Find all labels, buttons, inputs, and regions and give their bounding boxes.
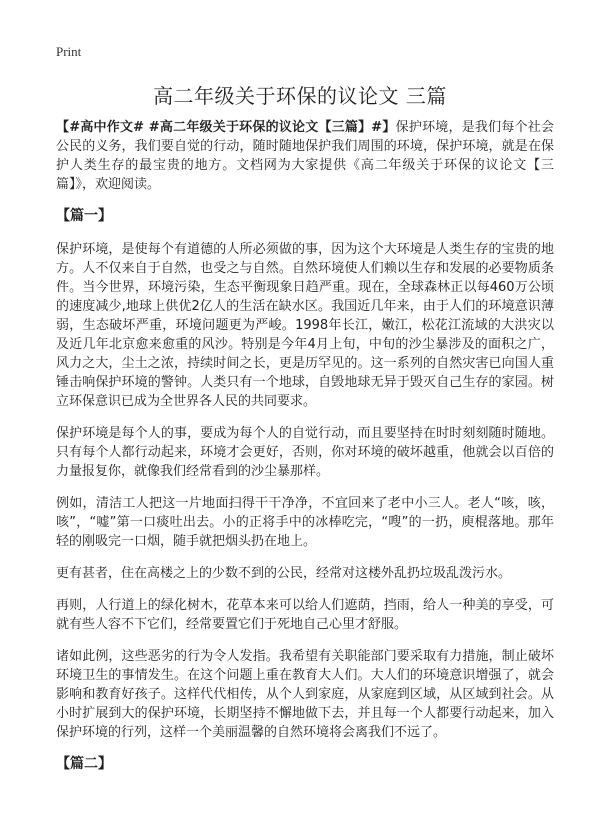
- print-label[interactable]: Print: [56, 44, 82, 59]
- document-title: 高二年级关于环保的议论文 三篇: [153, 84, 447, 108]
- intro-paragraph: [56, 118, 554, 194]
- paragraph: 诸如此例，这些恶劣的行为令人发指。我希望有关职能部门要采取有力措施，制止破坏环境卫生的事情发生。在这个问题上重在教育大人们。大人们的环境意识增强了，就会影响和教育好孩子。这样代代相传，从个人到家庭，从家庭到区域，从区域到社会。从小时扩展到大的保护环境，长期坚持不懈地做下去，并且每一个人都要行动起来，加入保护环境的行列，这样一个美丽温馨的自然环境将会离我们不远了。: [56, 649, 554, 740]
- paragraph: 再则，人行道上的绿化树木，花草本来可以给人们遮荫，挡雨，给人一种美的享受，可就有些人容不下它们，经常要置它们于死地自己心里才舒服。: [56, 598, 554, 632]
- intro-text: 保护环境，是我们每个社会公民的义务，我们要自觉的行动，随时随地保护我们周围的环境，保护环境，就是在保护人类生存的最宝贵的地方。文档网为大家提供《高二年级关于环保的议论文【三篇】》，欢迎阅读。: [56, 120, 554, 192]
- paragraph: 更有甚者，住在高楼之上的少数不到的公民，经常对这楼外乱扔垃圾乱泼污水。: [56, 566, 512, 581]
- intro-tag: 【#高中作文# #高二年级关于环保的议论文【三篇】#】: [56, 120, 396, 135]
- paragraph: 保护环境，是使每个有道德的人所必须做的事，因为这个大环境是人类生存的宝贵的地方。人不仅来自于自然，也受之与自然。自然环境使人们赖以生存和发展的必要物质条件。当今世界，环境污染，生态平衡现象日趋严重。现在，全球森林正以每460万公顷的速度减少,地球上供优2亿人的生活在缺水区。我国近几年来，由于人们的环境意识薄弱，生态破坏严重，环境问题更为严峻。1998年长江，嫩江，松花江流域的大洪灾以及近几年北京愈来愈重的风沙。特别是今年4月上旬，中旬的沙尘暴涉及的面积之广，风力之大，尘土之浓，持续时间之长，更是历罕见的。这一系列的自然灾害已向国人重锤击响保护环境的警钟。人类只有一个地球，自毁地球无异于毁灭自己生存的家园。树立环保意识已成为全世界各人民的共同要求。: [56, 242, 554, 409]
- section-heading-1: 【篇一】: [56, 208, 112, 224]
- paragraph: 例如，清洁工人把这一片地面扫得干干净净，不宜回来了老中小三人。老人“咳，咳，咳”，“嘘”第一口痰吐出去。小的正将手中的冰棒吃完，“嗖”的一扔，庾棍落地。那年轻的刚吸完一口烟，随手就把烟头扔在地上。: [56, 496, 554, 549]
- section-heading-2: 【篇二】: [56, 756, 112, 772]
- document-content: [56, 118, 554, 788]
- paragraph: 保护环境是每个人的事，要成为每个人的自觉行动，而且要坚持在时时刻刻随时随地。只有每个人都行动起来，环境才会更好，否则，你对环境的破坏越重，他就会以百倍的力量报复你，就像我们经常看到的沙尘暴那样。: [56, 426, 554, 479]
